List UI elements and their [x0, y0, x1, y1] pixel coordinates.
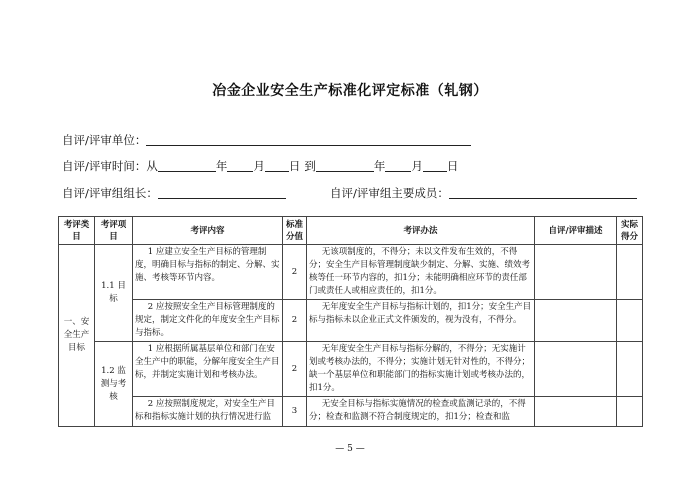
category-cell: 一、安全生产目标: [59, 245, 95, 427]
item-cell: 1.1 目标: [95, 245, 133, 342]
method-cell: 无安全目标与指标实施情况的检查或监测记录的，不得分；检查和监测不符合制度规定的，扣1分；检查和监: [307, 397, 535, 427]
score-cell: 2: [283, 245, 307, 300]
actual-score-cell[interactable]: [617, 342, 643, 397]
unit-blank[interactable]: [146, 134, 471, 146]
header-method: 考评办法: [307, 217, 535, 245]
table-row: [59, 342, 643, 397]
actual-score-cell[interactable]: [617, 245, 643, 300]
description-cell[interactable]: [535, 397, 617, 427]
day-label-2: 日: [446, 159, 459, 173]
end-day-blank[interactable]: [423, 160, 447, 172]
unit-label: 自评/评审单位：: [62, 133, 147, 147]
content-cell: 1 应建立安全生产目标的管理制度，明确目标与指标的制定、分解、实施、考核等环节内容。: [133, 245, 283, 300]
header-content: 考评内容: [133, 217, 283, 245]
content-cell: 2 应按照制度规定，对安全生产目标和指标实施计划的执行情况进行监: [133, 397, 283, 427]
item-cell: 1.2 监测与考核: [95, 342, 133, 427]
header-description: 自评/评审描述: [535, 217, 617, 245]
content-cell: 2 应按照安全生产目标管理制度的规定，制定文件化的年度安全生产目标与指标。: [133, 300, 283, 342]
header-actual: 实际得分: [617, 217, 643, 245]
members-label: 自评/评审组主要成员：: [330, 186, 449, 200]
page-number: — 5 —: [335, 444, 365, 454]
actual-score-cell[interactable]: [617, 300, 643, 342]
evaluation-table: [58, 216, 643, 427]
time-label: 自评/评审时间：从: [62, 159, 158, 173]
table-row: [59, 397, 643, 427]
score-cell: 3: [283, 397, 307, 427]
month-label: 月: [253, 159, 265, 173]
header-row: [59, 217, 643, 245]
method-cell: 无年度安全生产目标与指标计划的，扣1分；安全生产目标与指标未以企业正式文件颁发的，视为没有，不得分。: [307, 300, 535, 342]
members-blank[interactable]: [449, 187, 637, 199]
leader-blank[interactable]: [158, 187, 286, 199]
leader-label: 自评/评审组组长：: [62, 186, 158, 200]
score-cell: 2: [283, 342, 307, 397]
month-label-2: 月: [411, 159, 423, 173]
year-label-2: 年: [373, 159, 386, 173]
to-label: 到: [304, 159, 316, 173]
end-year-blank[interactable]: [316, 160, 374, 172]
content-cell: 1 应根据所属基层单位和部门在安全生产中的职能，分解年度安全生产目标，并制定实施计划和考核办法。: [133, 342, 283, 397]
score-cell: 2: [283, 300, 307, 342]
document-title: 冶金企业安全生产标准化评定标准（轧钢）: [212, 83, 488, 99]
start-day-blank[interactable]: [265, 160, 289, 172]
description-cell[interactable]: [535, 245, 617, 300]
year-label: 年: [215, 159, 228, 173]
unit-field: [62, 132, 471, 148]
table-row: [59, 245, 643, 300]
day-label: 日: [288, 159, 301, 173]
table-row: [59, 300, 643, 342]
time-field: [62, 158, 458, 174]
header-score: 标准分值: [283, 217, 307, 245]
start-year-blank[interactable]: [158, 160, 216, 172]
header-item: 考评项目: [95, 217, 133, 245]
header-category: 考评类目: [59, 217, 95, 245]
actual-score-cell[interactable]: [617, 397, 643, 427]
description-cell[interactable]: [535, 342, 617, 397]
leader-field: [62, 185, 286, 201]
start-month-blank[interactable]: [227, 160, 253, 172]
description-cell[interactable]: [535, 300, 617, 342]
members-field: [330, 185, 637, 201]
method-cell: 无年度安全生产目标与指标分解的，不得分；无实施计划或考核办法的，不得分；实施计划无针对性的，不得分；缺一个基层单位和职能部门的指标实施计划或考核办法的，扣1分。: [307, 342, 535, 397]
end-month-blank[interactable]: [385, 160, 411, 172]
method-cell: 无该项制度的，不得分；未以文件发布生效的，不得分；安全生产目标管理制度缺少制定、分解、实施、绩效考核等任一环节内容的，扣1分；未能明确相应环节的责任部门或责任人或相应责任的，扣1分。: [307, 245, 535, 300]
